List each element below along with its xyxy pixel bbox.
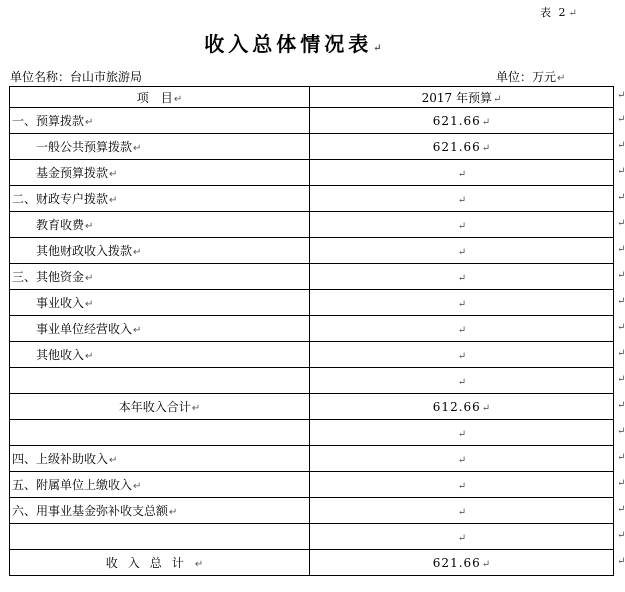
paragraph-mark-icon: ↵ [457, 194, 467, 206]
row-item [10, 368, 310, 394]
paragraph-mark-icon: ↵ [481, 142, 491, 154]
table-number-label: 表 2↵ [540, 6, 579, 19]
paragraph-mark-icon: ↵ [492, 93, 502, 105]
table-row [10, 394, 614, 420]
row-value [310, 316, 614, 342]
table-row [10, 368, 614, 394]
row-end-mark-icon: ↵ [617, 321, 625, 333]
row-value [310, 368, 614, 394]
table-row [10, 420, 614, 446]
table-row [10, 212, 614, 238]
page-title: 收入总体情况表↵ [204, 32, 386, 56]
table-row [10, 524, 614, 550]
paragraph-mark-icon: ↵ [133, 325, 142, 336]
table-row [10, 316, 614, 342]
paragraph-mark-icon: ↵ [457, 324, 467, 336]
paragraph-mark-icon: ↵ [85, 273, 94, 284]
row-value [310, 472, 614, 498]
paragraph-mark-icon: ↵ [457, 480, 467, 492]
row-value [310, 290, 614, 316]
row-item [10, 420, 310, 446]
row-value [310, 446, 614, 472]
table-row [10, 342, 614, 368]
row-end-mark-icon: ↵ [617, 243, 625, 255]
row-end-mark-icon: ↵ [617, 217, 625, 229]
table-row [10, 108, 614, 134]
income-table [9, 86, 614, 576]
paragraph-mark-icon: ↵ [457, 506, 467, 518]
paragraph-mark-icon: ↵ [481, 116, 491, 128]
row-item: 教育收费↵ [10, 212, 310, 238]
row-item: 三、其他资金↵ [10, 264, 310, 290]
paragraph-mark-icon: ↵ [109, 455, 118, 466]
paragraph-mark-icon: ↵ [457, 220, 467, 232]
table-row [10, 186, 614, 212]
paragraph-mark-icon: ↵ [457, 532, 467, 544]
row-value: 621.66↵ [310, 550, 614, 576]
paragraph-mark-icon: ↵ [457, 350, 467, 362]
table-row [10, 446, 614, 472]
row-item: 基金预算拨款↵ [10, 160, 310, 186]
row-end-mark-icon: ↵ [617, 295, 625, 307]
paragraph-mark-icon: ↵ [457, 298, 467, 310]
row-end-mark-icon: ↵ [617, 139, 625, 151]
paragraph-mark-icon: ↵ [85, 117, 94, 128]
header-item: 项 目↵ [10, 87, 310, 108]
paragraph-mark-icon: ↵ [457, 376, 467, 388]
row-value [310, 342, 614, 368]
paragraph-mark-icon: ↵ [457, 168, 467, 180]
row-end-mark-icon: ↵ [617, 399, 625, 411]
paragraph-mark-icon: ↵ [173, 93, 183, 105]
row-item: 一、预算拨款↵ [10, 108, 310, 134]
row-item: 事业收入↵ [10, 290, 310, 316]
row-end-mark-icon: ↵ [617, 503, 625, 515]
row-item: 六、用事业基金弥补收支总额↵ [10, 498, 310, 524]
paragraph-mark-icon: ↵ [133, 143, 142, 154]
table-row [10, 498, 614, 524]
paragraph-mark-icon: ↵ [169, 507, 178, 518]
paragraph-mark-icon: ↵ [133, 481, 142, 492]
row-end-mark-icon: ↵ [617, 90, 625, 101]
row-value [310, 160, 614, 186]
paragraph-mark-icon: ↵ [457, 454, 467, 466]
row-end-mark-icon: ↵ [617, 269, 625, 281]
row-end-mark-icon: ↵ [617, 425, 625, 437]
header-budget: 2017 年预算↵ [310, 87, 614, 108]
paragraph-mark-icon: ↵ [85, 221, 94, 232]
paragraph-mark-icon: ↵ [133, 247, 142, 258]
table-row [10, 134, 614, 160]
row-value: 621.66↵ [310, 108, 614, 134]
row-item-grand-total: 收入总计↵ [10, 550, 310, 576]
row-item: 四、上级补助收入↵ [10, 446, 310, 472]
table-row [10, 264, 614, 290]
row-end-mark-icon: ↵ [617, 477, 625, 489]
row-item: 其他收入↵ [10, 342, 310, 368]
paragraph-mark-icon: ↵ [85, 299, 94, 310]
row-end-mark-icon: ↵ [617, 529, 625, 541]
paragraph-mark-icon: ↵ [373, 43, 386, 54]
row-value [310, 420, 614, 446]
table-row [10, 160, 614, 186]
row-item: 事业单位经营收入↵ [10, 316, 310, 342]
row-end-mark-icon: ↵ [617, 347, 625, 359]
row-item: 一般公共预算拨款↵ [10, 134, 310, 160]
table-header-row [10, 87, 614, 108]
row-item-subtotal: 本年收入合计↵ [10, 394, 310, 420]
paragraph-mark-icon: ↵ [457, 246, 467, 258]
organization-name: 单位名称：台山市旅游局 [10, 70, 143, 84]
row-item: 其他财政收入拨款↵ [10, 238, 310, 264]
paragraph-mark-icon: ↵ [109, 169, 118, 180]
paragraph-mark-icon: ↵ [481, 558, 491, 570]
paragraph-mark-icon: ↵ [194, 559, 214, 570]
paragraph-mark-icon: ↵ [557, 73, 566, 84]
paragraph-mark-icon: ↵ [191, 403, 201, 414]
row-end-mark-icon: ↵ [617, 113, 625, 125]
row-end-mark-icon: ↵ [617, 451, 625, 463]
row-end-mark-icon: ↵ [617, 373, 625, 385]
row-item: 二、财政专户拨款↵ [10, 186, 310, 212]
row-value [310, 238, 614, 264]
row-end-mark-icon: ↵ [617, 191, 625, 203]
row-item [10, 524, 310, 550]
row-value [310, 264, 614, 290]
paragraph-mark-icon: ↵ [481, 402, 491, 414]
row-value: 612.66↵ [310, 394, 614, 420]
row-item: 五、附属单位上缴收入↵ [10, 472, 310, 498]
paragraph-mark-icon: ↵ [568, 8, 579, 19]
paragraph-mark-icon: ↵ [109, 195, 118, 206]
row-value [310, 498, 614, 524]
row-end-mark-icon: ↵ [617, 165, 625, 177]
paragraph-mark-icon: ↵ [85, 351, 94, 362]
table-row [10, 472, 614, 498]
table-row [10, 550, 614, 576]
table-row [10, 238, 614, 264]
currency-unit: 单位：万元↵ [496, 70, 566, 84]
table-row [10, 290, 614, 316]
row-value [310, 212, 614, 238]
row-value [310, 186, 614, 212]
row-end-mark-icon: ↵ [617, 555, 625, 567]
paragraph-mark-icon: ↵ [457, 428, 467, 440]
paragraph-mark-icon: ↵ [457, 272, 467, 284]
row-value: 621.66↵ [310, 134, 614, 160]
row-value [310, 524, 614, 550]
